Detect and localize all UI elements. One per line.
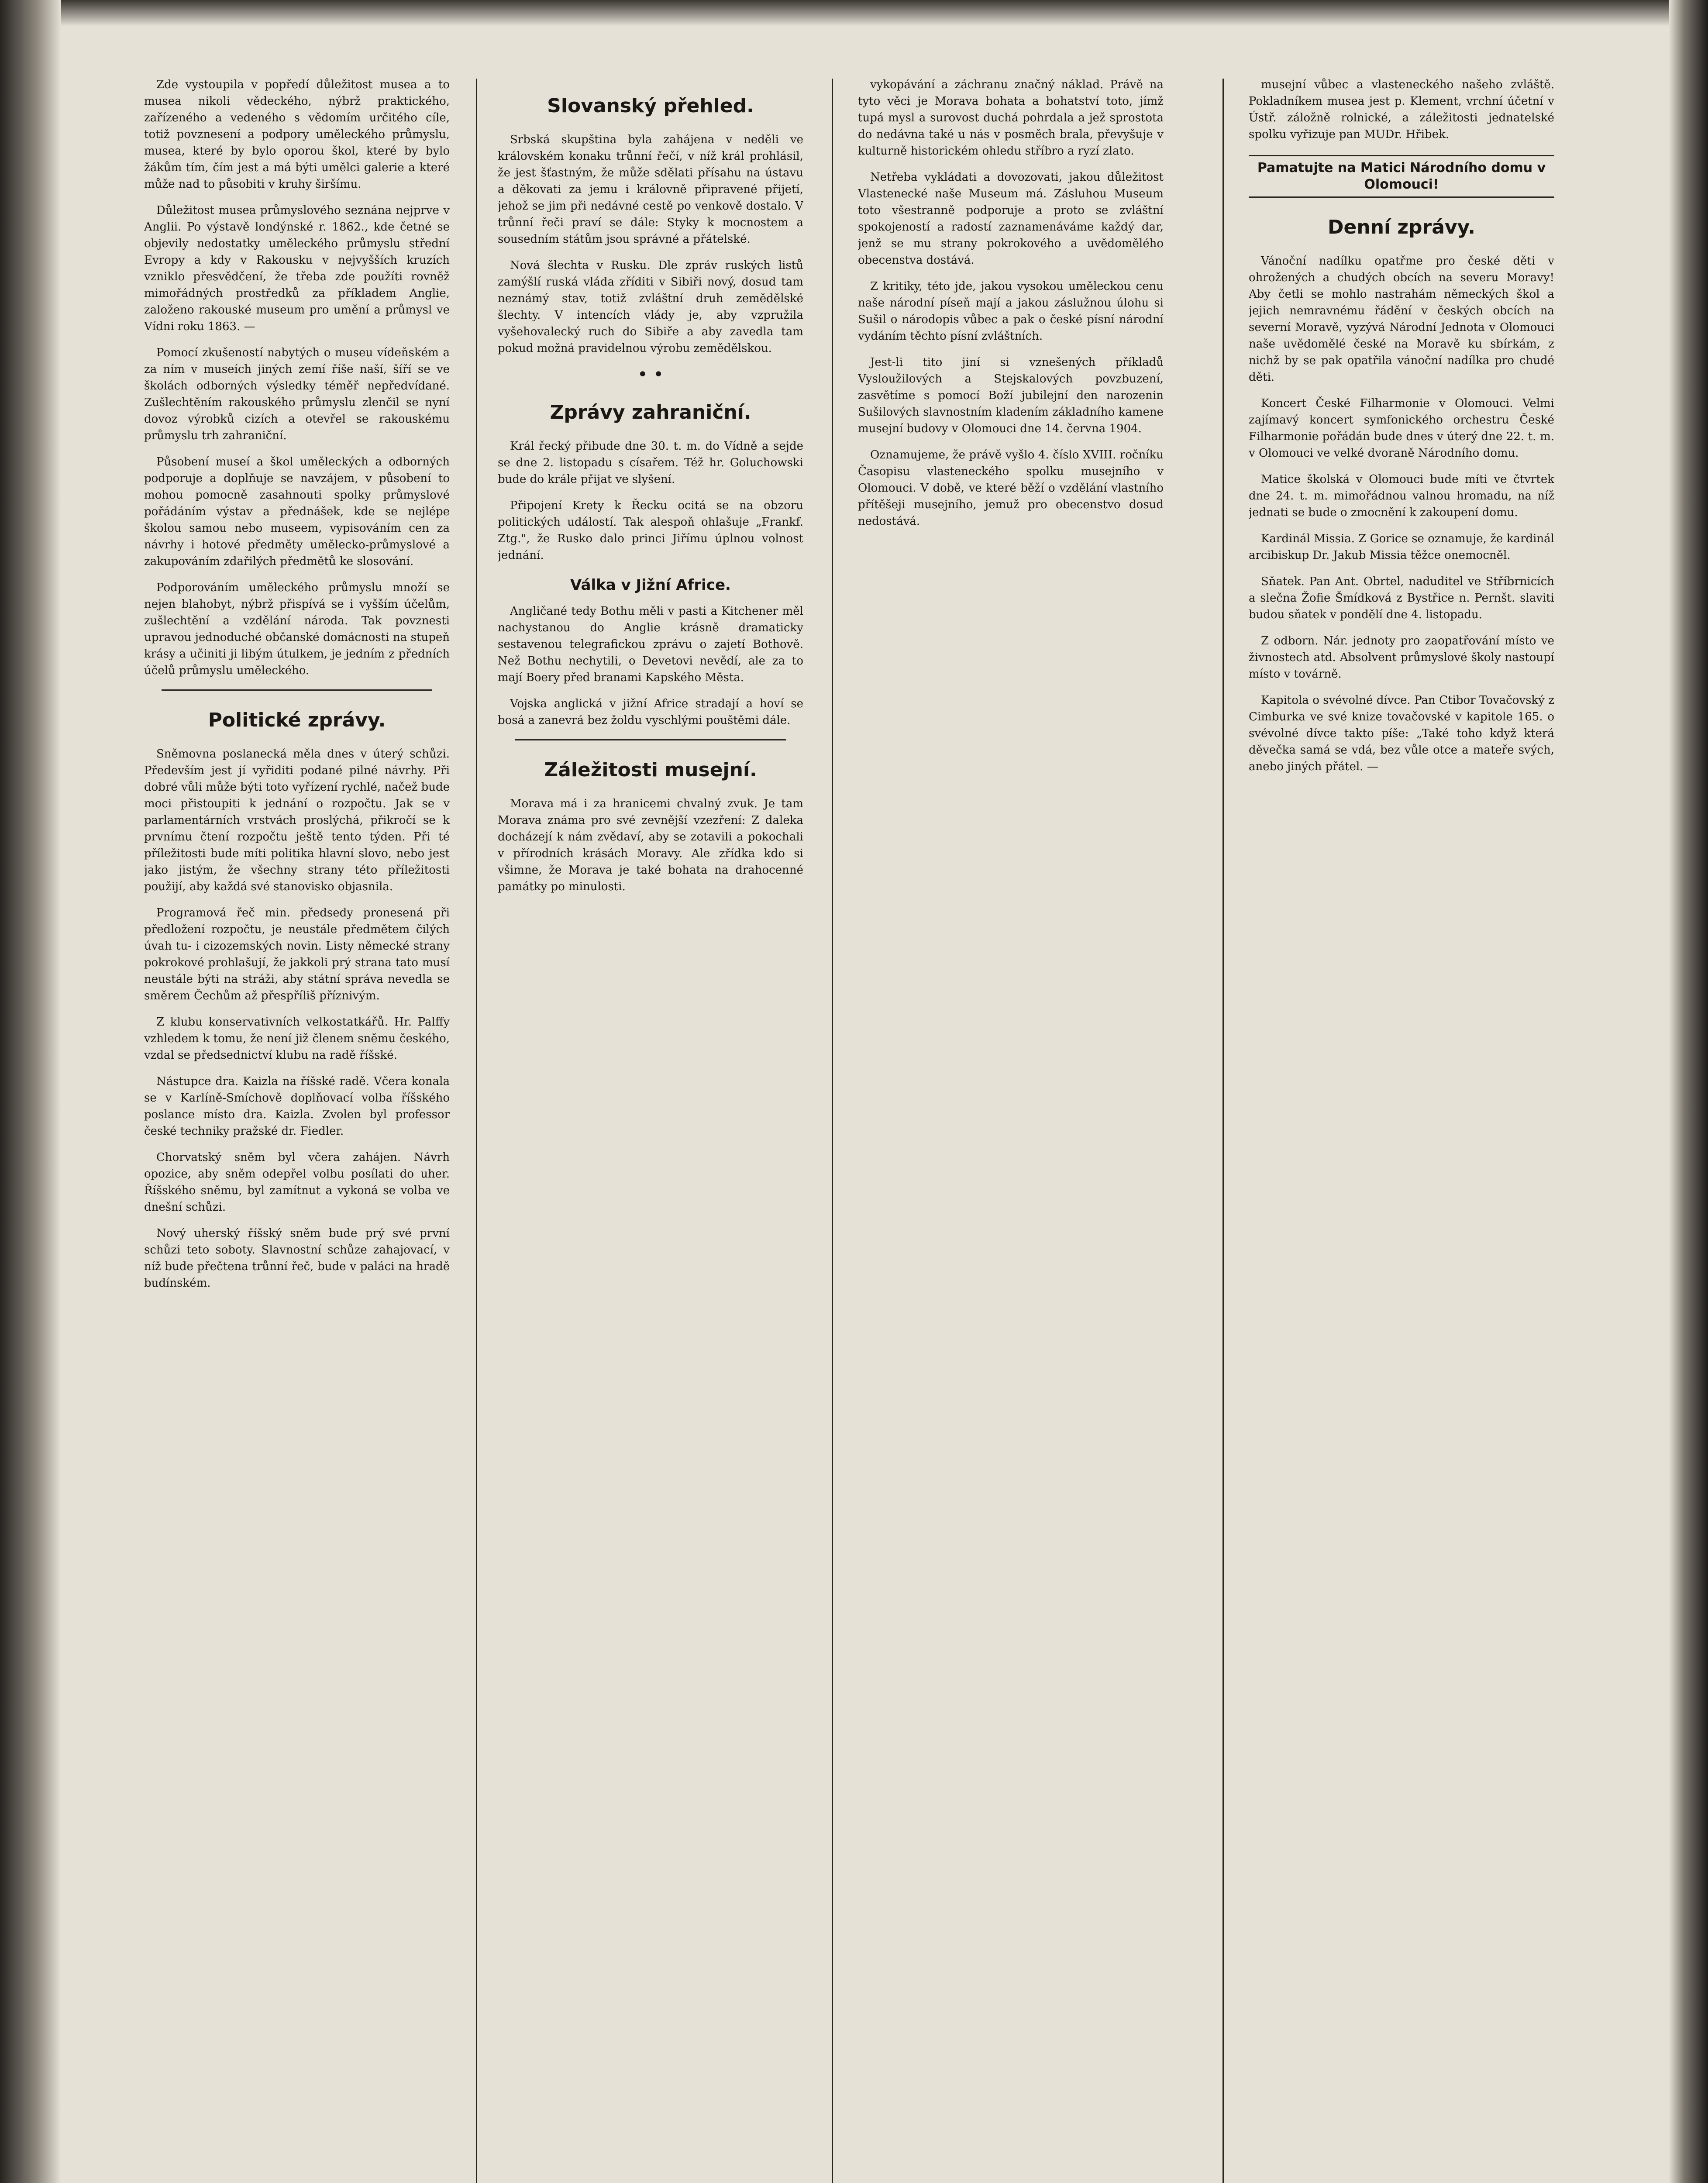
- news-item: Z odborn. Nár. jednoty pro zaopatřování místo ve živnostech atd. Absolvent průmyslové školy nastoupí místo v továrně.: [1249, 634, 1554, 681]
- news-item: Připojení Krety k Řecku ocitá se na obzoru politických událostí. Tak alespoň ohlašuje „Frankf. Ztg.", že Rusko dalo princi Jiřímu úplnou volnost jednání.: [498, 499, 803, 562]
- article-paragraph: Důležitost musea průmyslového seznána nejprve v Anglii. Po výstavě londýnské r. 1862., kde četné se objevily nedostatky uměleckého průmyslu střední Evropy a kdy v Rakousku v nejvyšších kruzích vzniklo přesvědčení, že třeba zde použíti rovněž mimořádných prostředků za příkladem Anglie, založeno rakouské museum pro umění a průmysl ve Vídni roku 1863. —: [144, 204, 450, 333]
- article-paragraph: musejní vůbec a vlasteneckého našeho zvláště. Pokladníkem musea jest p. Klement, vrchní účetní v Ústř. záložně rolnické, a záležitosti jednatelské spolku vyřizuje pan MUDr. Hřibek.: [1249, 78, 1554, 141]
- column-4: [1249, 76, 1554, 2183]
- scan-edge-top: [0, 0, 1708, 26]
- news-item: Matice školská v Olomouci bude míti ve čtvrtek dne 24. t. m. mimořádnou valnou hromadu, na níž jednati se bude o zmocnění k zakoupení domu.: [1249, 473, 1554, 519]
- news-item: Chorvatský sněm byl včera zahájen. Návrh opozice, aby sněm odepřel volbu posílati do uher. Říšského sněmu, byl zamítnut a vykoná se volba ve dnešní schůzi.: [144, 1151, 450, 1214]
- news-item: Koncert České Filharmonie v Olomouci. Velmi zajímavý koncert symfonického orchestru České Filharmonie pořádán bude dnes v úterý dne 22. t. m. v Olomouci ve velké dvoraně Národního domu.: [1249, 397, 1554, 460]
- news-item: Vojska anglická v jižní Africe stradají a hoví se bosá a zanevrá bez žoldu vyschlými pouštěmi dále.: [498, 697, 803, 727]
- news-item: Sněmovna poslanecká měla dnes v úterý schůzi. Především jest jí vyřiditi podané pilné návrhy. Při dobré vůli může býti toto vyřízení rychlé, načež bude moci přistoupiti k jednání o rozpočtu. Jak se v parlamentárních vrstvách proslýchá, přikročí se k prvnímu čtení rozpočtu ještě tento týden. Při té příležitosti bude míti politika hlavní slovo, nebo jest jako jistým, že všechny strany této příležitosti použijí, aby každá své stanovisko objasnila.: [144, 747, 450, 893]
- article-paragraph: Netřeba vykládati a dovozovati, jakou důležitost Vlastenecké naše Museum má. Zásluhou Museum toto všestranně podporuje a proto se zvláštní spokojeností a radostí zaznamenáváme každý dar, jenž se mu strany pokrokového a uvědomělého obecenstva dostává.: [858, 171, 1164, 267]
- news-item: Král řecký přibude dne 30. t. m. do Vídně a sejde se dne 2. listopadu s císařem. Též hr. Goluchowski bude do krále přijat ve slyšení.: [498, 440, 803, 486]
- section-divider: [162, 689, 432, 691]
- news-item: Nástupce dra. Kaizla na říšské radě. Včera konala se v Karlíně-Smíchově doplňovací volba říšského poslance místo dra. Kaizla. Zvolen byl professor české techniky pražské dr. Fiedler.: [144, 1075, 450, 1138]
- article-paragraph: Morava má i za hranicemi chvalný zvuk. Je tam Morava známa pro své zevnější vzezření: Z daleka docházejí k nám zvědaví, aby se zotavili a pokochali v přírodních krásách Moravy. Ale zřídka kdo si všimne, že Morava je také bohata na drahocenné památky po minulosti.: [498, 797, 803, 893]
- article-paragraph: Pomocí zkušeností nabytých o museu vídeňském a za ním v museích jiných zemí říše naší, šíří se ve školách odborných výsledky téměř nepředvídané. Zušlechtěním rakouského průmyslu zlenčil se nyní dovoz výrobků cizích a otevřel se rakouskému průmyslu trh zahraniční.: [144, 346, 450, 442]
- article-paragraph: Působení museí a škol uměleckých a odborných podporuje a doplňuje se navzájem, v působení to mohou pomocně zasahnouti spolky průmyslové pořádáním výstav a přednášek, kde se nejlépe školou samou nebo museem, vypisováním cen za návrhy i hotové předměty umělecko-průmyslové a zakupováním zdařilých předmětů ke slosování.: [144, 455, 450, 568]
- matice-notice: Pamatujte na Matici Národního domu v Olomouci!: [1249, 155, 1554, 198]
- column-rule: [1222, 79, 1224, 2183]
- column-rule: [476, 79, 477, 2183]
- article-paragraph: Jest-li tito jiní si vznešených příkladů Vysloužilových a Stejskalových povzbuzení, zasvětíme s pomocí Boží jubilejní den narozenin Sušilových slavnostním kladením základního kamene musejní budovy v Olomouci dne 14. června 1904.: [858, 356, 1164, 435]
- news-item: Kardinál Missia. Z Gorice se oznamuje, že kardinál arcibiskup Dr. Jakub Missia těžce onemocněl.: [1249, 532, 1554, 562]
- section-heading-slavic: Slovanský přehled.: [547, 95, 754, 117]
- column-1: [144, 76, 450, 2183]
- column-rule: [832, 79, 833, 2183]
- news-item: Sňatek. Pan Ant. Obrtel, naduditel ve Stříbrnicích a slečna Žofie Šmídková z Bystřice n. Pernšt. slaviti budou sňatek v pondělí dne 4. listopadu.: [1249, 575, 1554, 621]
- column-2: [498, 76, 803, 2183]
- scan-edge-left: [0, 0, 61, 2183]
- section-heading-museum: Záležitosti musejní.: [544, 759, 757, 781]
- section-divider: [515, 739, 786, 740]
- news-item: Vánoční nadílku opatřme pro české děti v ohrožených a chudých obcích na severu Moravy! Aby četli se mohlo nastrahám německých škol a jejich nemravnému řádění v českých obcích na severní Moravě, vyzývá Národní Jednota v Olomouci naše uvědomělé české na Moravě ku sbírkám, z nichž by se pak opatřila vánoční nadílka pro chudé děti.: [1249, 255, 1554, 384]
- news-item: Angličané tedy Bothu měli v pasti a Kitchener měl nachystanou do Anglie krásně dramaticky sestavenou telegrafickou zprávu o zajetí Bothově. Než Bothu nechytili, o Devetovi nevědí, ale za to mají Boery před branami Kapského Města.: [498, 605, 803, 684]
- news-item: Nový uherský říšský sněm bude prý své první schůzi teto soboty. Slavnostní schůze zahajovací, v níž bude přečtena trůnní řeč, bude v paláci na hradě budínském.: [144, 1227, 450, 1290]
- section-ornament: • •: [637, 365, 664, 385]
- article-paragraph: vykopávání a záchranu značný náklad. Právě na tyto věci je Morava bohata a bohatství toto, jímž tupá mysl a surovost duchá pohrdala a jež sprostota do nedávna také u nás v posměch brala, převyšuje v kulturně historickém ohledu stříbro a ryzí zlato.: [858, 78, 1164, 158]
- section-heading-daily-news: Denní zprávy.: [1328, 216, 1475, 238]
- news-item: Programová řeč min. předsedy pronesená při předložení rozpočtu, je neustále předmětem čilých úvah tu- i cizozemských novin. Listy německé strany pokrokové prohlašují, že jakkoli prý strana tato musí neustále býti na stráži, aby státní správa nevedla se směrem Čechům až přespříliš příznivým.: [144, 906, 450, 1002]
- news-item: Kapitola o svévolné dívce. Pan Ctibor Tovačovský z Cimburka ve své knize tovačovské v kapitole 165. o svévolné dívce takto píše: „Také toho když která děvečka samá se vdá, bez vůle otce a mateře svých, anebo jiných přátel. —: [1249, 694, 1554, 773]
- article-paragraph: Zde vystoupila v popředí důležitost musea a to musea nikoli vědeckého, nýbrž praktického, zařízeného a vedeného s vědomím určitého cíle, totiž povznesení a podpory uměleckého průmyslu, musea, které by bylo oporou škol, které by bylo žákům tím, čím jest a má býti umělci galerie a které může nad to působiti v kruhy širšímu.: [144, 78, 450, 191]
- article-paragraph: Oznamujeme, že právě vyšlo 4. číslo XVIII. ročníku Časopisu vlasteneckého spolku musejního v Olomouci. V době, ve které běží o vzdělání vlastního přítěšeji musejního, jemuž pro obecenstvo dosud nedostává.: [858, 448, 1164, 528]
- news-item: Z klubu konservativních velkostatkářů. Hr. Palffy vzhledem k tomu, že není již členem sněmu českého, vzdal se předsednictví klubu na radě říšské.: [144, 1016, 450, 1062]
- article-paragraph: Podporováním uměleckého průmyslu množí se nejen blahobyt, nýbrž přispívá se i vyšším účelům, zušlechtění a vzdělání národa. Tak povznesti upravou jednoduché občanské domácnosti na stupeň krásy a učiniti ji libým útulkem, je jedním z předních účelů průmyslu uměleckého.: [144, 581, 450, 677]
- section-subheading-war: Válka v Jižní Africe.: [570, 576, 731, 594]
- section-heading-foreign: Zprávy zahraniční.: [550, 401, 751, 424]
- news-item: Nová šlechta v Rusku. Dle zpráv ruských listů zamýšlí ruská vláda zříditi v Sibiři nový, dosud tam neznámý stav, totiž zvláštní druh zemědělské šlechty. V intencích vlády je, aby vzpružila vyšehovalecký ruch do Sibiře a aby zavedla tam pokud možná pravidelnou výrobu zemědělskou.: [498, 259, 803, 355]
- scan-edge-right: [1669, 0, 1708, 2183]
- article-paragraph: Z kritiky, této jde, jakou vysokou uměleckou cenu naše národní píseň mají a jakou záslužnou úlohu si Sušil o národopis vůbec a pak o české písní národní vydáním těchto písní zvláštních.: [858, 280, 1164, 343]
- news-item: Srbská skupština byla zahájena v neděli ve královském konaku trůnní řečí, v níž král prohlásil, že jest šťastným, že může sdělati přísahu na ústavu a děkovati za jemu i královně připravené přijetí, jehož se jim při nedávné cestě po venkově dostalo. V trůnní řeči praví se dále: Styky k mocnostem a sousedním státům jsou správné a přátelské.: [498, 133, 803, 246]
- column-3: [858, 76, 1164, 2183]
- section-heading-politics: Politické zprávy.: [208, 709, 386, 731]
